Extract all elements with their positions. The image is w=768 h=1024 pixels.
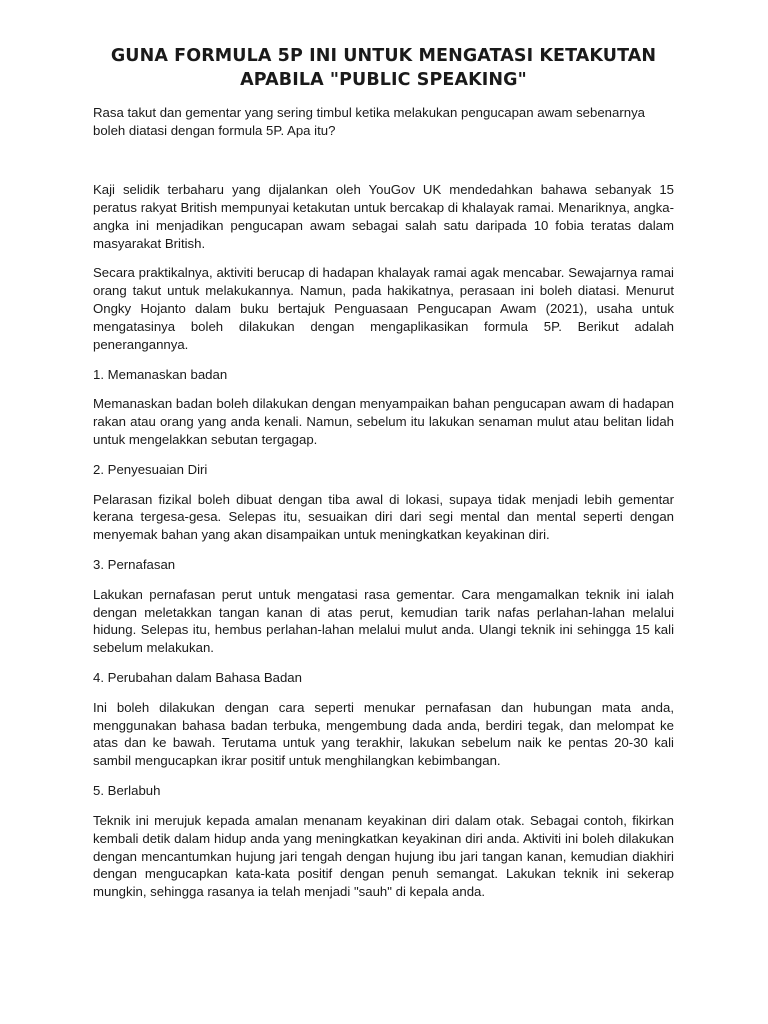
section-heading-1: 1. Memanaskan badan [93, 366, 228, 382]
section-4 [93, 669, 674, 770]
section-body-1: Memanaskan badan boleh dilakukan dengan menyampaikan bahan pengucapan awam di hadapan rakan atau orang yang anda kenali. Namun, sebelum itu lakukan senaman mulut atau belitan lidah untuk mengelakkan sebutan tergagap. [93, 396, 674, 448]
section-body-2: Pelarasan fizikal boleh dibuat dengan tiba awal di lokasi, supaya tidak menjadi lebih gementar kerana tergesa-gesa. Selepas itu, sesuaikan diri dari segi mental dan mental seperti dengan menyemak bahan yang akan disampaikan untuk meningkatkan keyakinan diri. [93, 491, 674, 543]
intro-paragraph: Rasa takut dan gementar yang sering timbul ketika melakukan pengucapan awam sebenarnya boleh diatasi dengan formula 5P. Apa itu? [93, 105, 646, 138]
section-5 [93, 782, 674, 901]
document-title: GUNA FORMULA 5P INI UNTUK MENGATASI KETAKUTAN APABILA "PUBLIC SPEAKING" [110, 46, 657, 90]
section-heading-5: 5. Berlabuh [93, 783, 161, 799]
section-body-3: Lakukan pernafasan perut untuk mengatasi rasa gementar. Cara mengamalkan teknik ini ialah dengan meletakkan tangan kanan di atas perut, kemudian tarik nafas perlahan-lahan melalui hidung. Selepas itu, hembus perlahan-lahan melalui mulut anda. Ulangi teknik ini sehingga 15 kali sebelum melakukan. [93, 586, 674, 656]
section-heading-3: 3. Pernafasan [93, 557, 176, 573]
section-3 [93, 556, 674, 657]
section-2 [93, 461, 674, 544]
section-heading-2: 2. Penyesuaian Diri [93, 462, 208, 478]
body-paragraph-2: Secara praktikalnya, aktiviti berucap di hadapan khalayak ramai agak mencabar. Sewajarnya ramai orang takut untuk melakukannya. Namun, pada hakikatnya, perasaan ini boleh diatasi. Menurut Ongky Hojanto dalam buku bertajuk Penguasaan Pengucapan Awam (2021), usaha untuk mengatasinya boleh dilakukan dengan mengaplikasikan formula 5P. Berikut adalah penerangannya. [93, 265, 674, 353]
section-body-4: Ini boleh dilakukan dengan cara seperti menukar pernafasan dan hubungan mata anda, menggunakan bahasa badan terbuka, mengembung dada anda, berdiri tegak, dan melompat ke atas dan ke bawah. Terutama untuk yang terakhir, lakukan sebelum naik ke pentas 20-30 kali sambil mengucapkan ikrar positif untuk menghilangkan kebimbangan. [93, 699, 674, 769]
section-1 [93, 366, 674, 449]
body-paragraph-1: Kaji selidik terbaharu yang dijalankan oleh YouGov UK mendedahkan bahawa sebanyak 15 peratus rakyat British mempunyai ketakutan untuk bercakap di khalayak ramai. Menariknya, angka-angka ini menjadikan pengucapan awam sebagai salah satu daripada 10 fobia teratas dalam masyarakat British. [93, 181, 674, 251]
section-body-5: Teknik ini merujuk kepada amalan menanam keyakinan diri dalam otak. Sebagai contoh, fikirkan kembali detik dalam hidup anda yang meningkatkan keyakinan diri anda. Aktiviti ini boleh dilakukan dengan mencantumkan hujung jari tengah dengan hujung ibu jari tangan kanan, kemudian diakhiri dengan mengucapkan kata-kata positif dengan penuh semangat. Lakukan teknik ini sekerap mungkin, sehingga rasanya ia telah menjadi "sauh" di kepala anda. [93, 812, 674, 900]
section-heading-4: 4. Perubahan dalam Bahasa Badan [93, 670, 302, 686]
